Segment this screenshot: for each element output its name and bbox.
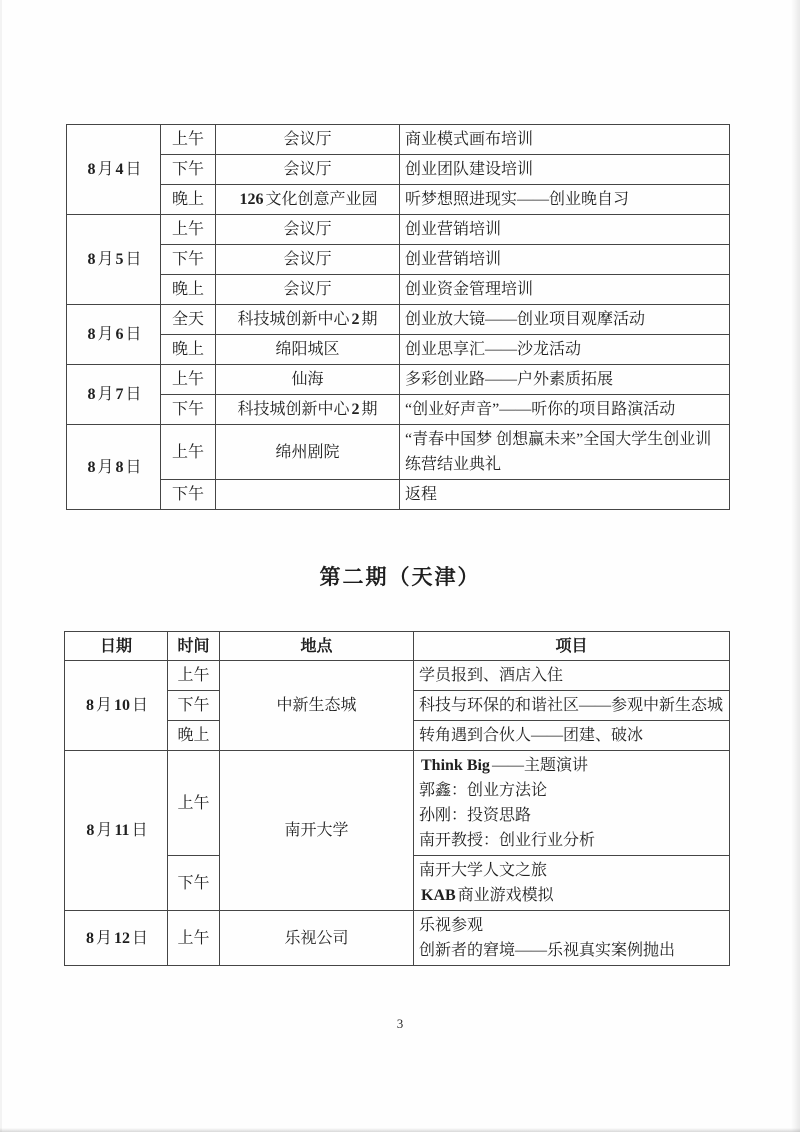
schedule-row (67, 245, 730, 275)
project-line: 南开教授：创业行业分析 (419, 832, 596, 849)
time-cell: 上午 (161, 125, 216, 155)
latin-text: KAB (421, 887, 456, 904)
schedule-row (67, 480, 730, 510)
project-cell (414, 691, 730, 721)
table-header-row (65, 632, 730, 661)
latin-text: 8 (86, 822, 95, 839)
time-cell: 下午 (161, 395, 216, 425)
place-cell: 仙海 (216, 365, 400, 395)
project-line: 创业营销培训 (405, 251, 502, 268)
header-project: 项目 (414, 632, 730, 661)
latin-text: 8 (87, 161, 96, 178)
project-line: 多彩创业路——户外素质拓展 (405, 371, 614, 388)
project-line: 创业思享汇——沙龙活动 (405, 341, 582, 358)
project-line: 商业模式画布培训 (405, 131, 534, 148)
project-cell (414, 911, 730, 966)
place-cell: 会议厅 (216, 275, 400, 305)
time-cell: 上午 (168, 751, 220, 856)
project-cell (400, 275, 730, 305)
project-line: 郭鑫：创业方法论 (419, 782, 548, 799)
page-number: 3 (396, 1016, 404, 1031)
project-line: 听梦想照进现实——创业晚自习 (405, 191, 630, 208)
project-line: 返程 (405, 486, 438, 503)
project-line: 创业团队建设培训 (405, 161, 534, 178)
latin-text: 5 (115, 251, 124, 268)
time-cell: 上午 (168, 911, 220, 966)
schedule-table-period1 (66, 124, 730, 510)
time-cell: 上午 (161, 365, 216, 395)
schedule-row (65, 661, 730, 691)
latin-text: 7 (115, 386, 124, 403)
scan-edge-right (791, 0, 800, 1132)
project-cell (414, 856, 730, 911)
latin-text: 2 (351, 311, 360, 328)
time-cell: 晚上 (161, 275, 216, 305)
latin-text: 126 (239, 191, 264, 208)
schedule-row (67, 155, 730, 185)
place-cell: 乐视公司 (220, 911, 414, 966)
time-cell: 下午 (168, 856, 220, 911)
section-title: 第二期（天津） (319, 565, 481, 589)
date-cell: 8 月 11 日 (65, 751, 168, 911)
latin-text: 8 (87, 251, 96, 268)
project-line: 创业放大镜——创业项目观摩活动 (405, 311, 646, 328)
project-line: “创业好声音”——听你的项目路演活动 (405, 401, 676, 418)
project-cell (400, 425, 730, 480)
time-cell: 晚上 (161, 335, 216, 365)
time-cell: 下午 (161, 480, 216, 510)
place-cell: 会议厅 (216, 245, 400, 275)
place-cell: 科技城创新中心 2 期 (216, 395, 400, 425)
time-cell: 晚上 (168, 721, 220, 751)
project-cell (400, 185, 730, 215)
place-cell: 科技城创新中心 2 期 (216, 305, 400, 335)
latin-text: 8 (87, 326, 96, 343)
date-cell: 8 月 5 日 (67, 215, 161, 305)
place-cell: 会议厅 (216, 155, 400, 185)
schedule-row (67, 185, 730, 215)
header-date: 日期 (65, 632, 168, 661)
schedule-row (67, 335, 730, 365)
latin-text: 8 (87, 458, 96, 476)
project-cell (400, 305, 730, 335)
project-cell (400, 335, 730, 365)
time-cell: 全天 (161, 305, 216, 335)
latin-text: 10 (114, 697, 130, 714)
project-line: “青春中国梦 创想赢未来”全国大学生创业训练营结业典礼 (405, 431, 712, 473)
latin-text: 12 (114, 929, 130, 947)
date-cell: 8 月 10 日 (65, 661, 168, 751)
project-cell (400, 480, 730, 510)
project-cell (414, 661, 730, 691)
schedule-table-period2 (64, 631, 730, 966)
latin-text: Think Big (421, 757, 490, 774)
header-time: 时间 (168, 632, 220, 661)
time-cell: 下午 (161, 245, 216, 275)
project-cell (400, 215, 730, 245)
project-line: 孙刚：投资思路 (419, 807, 532, 824)
project-cell (414, 751, 730, 856)
project-line: KAB 商业游戏模拟 (421, 887, 554, 904)
project-line: Think Big ——主题演讲 (421, 757, 588, 774)
date-cell: 8 月 6 日 (67, 305, 161, 365)
scan-edge-bottom (0, 1128, 800, 1132)
project-line: 乐视参观 (419, 917, 484, 934)
project-line: 学员报到、酒店入住 (419, 667, 564, 684)
schedule-row (65, 911, 730, 966)
project-cell (400, 245, 730, 275)
latin-text: 8 (115, 458, 124, 476)
schedule-row (67, 365, 730, 395)
time-cell: 上午 (168, 661, 220, 691)
place-cell: 绵阳城区 (216, 335, 400, 365)
schedule-row (67, 125, 730, 155)
latin-text: 11 (114, 822, 130, 839)
place-cell (216, 480, 400, 510)
project-line: 创新者的窘境——乐视真实案例抛出 (419, 942, 676, 959)
project-cell (400, 365, 730, 395)
date-cell: 8 月 12 日 (65, 911, 168, 966)
time-cell: 下午 (168, 691, 220, 721)
schedule-row (67, 215, 730, 245)
latin-text: 8 (85, 697, 94, 714)
latin-text: 6 (115, 326, 124, 343)
schedule-row (67, 305, 730, 335)
project-line: 创业营销培训 (405, 221, 502, 238)
place-cell: 中新生态城 (220, 661, 414, 751)
latin-text: 8 (87, 386, 96, 403)
scan-edge-left (0, 0, 2, 1132)
time-cell: 上午 (161, 215, 216, 245)
project-line: 南开大学人文之旅 (419, 862, 548, 879)
place-cell: 南开大学 (220, 751, 414, 911)
project-cell (400, 155, 730, 185)
project-line: 科技与环保的和谐社区——参观中新生态城 (419, 697, 724, 714)
project-cell (400, 395, 730, 425)
header-place: 地点 (220, 632, 414, 661)
latin-text: 4 (115, 161, 124, 178)
project-line: 创业资金管理培训 (405, 281, 534, 298)
project-cell (414, 721, 730, 751)
latin-text: 2 (351, 401, 360, 418)
date-cell: 8 月 4 日 (67, 125, 161, 215)
time-cell: 晚上 (161, 185, 216, 215)
place-cell: 126 文化创意产业园 (216, 185, 400, 215)
time-cell: 上午 (161, 425, 216, 480)
schedule-row (67, 395, 730, 425)
date-cell: 8 月 8 日 (67, 425, 161, 510)
latin-text: 8 (85, 929, 94, 947)
place-cell: 会议厅 (216, 125, 400, 155)
project-cell (400, 125, 730, 155)
project-line: 转角遇到合伙人——团建、破冰 (419, 727, 644, 744)
schedule-row (67, 425, 730, 480)
place-cell: 会议厅 (216, 215, 400, 245)
place-cell: 绵州剧院 (216, 425, 400, 480)
schedule-row (65, 751, 730, 856)
date-cell: 8 月 7 日 (67, 365, 161, 425)
time-cell: 下午 (161, 155, 216, 185)
schedule-row (67, 275, 730, 305)
